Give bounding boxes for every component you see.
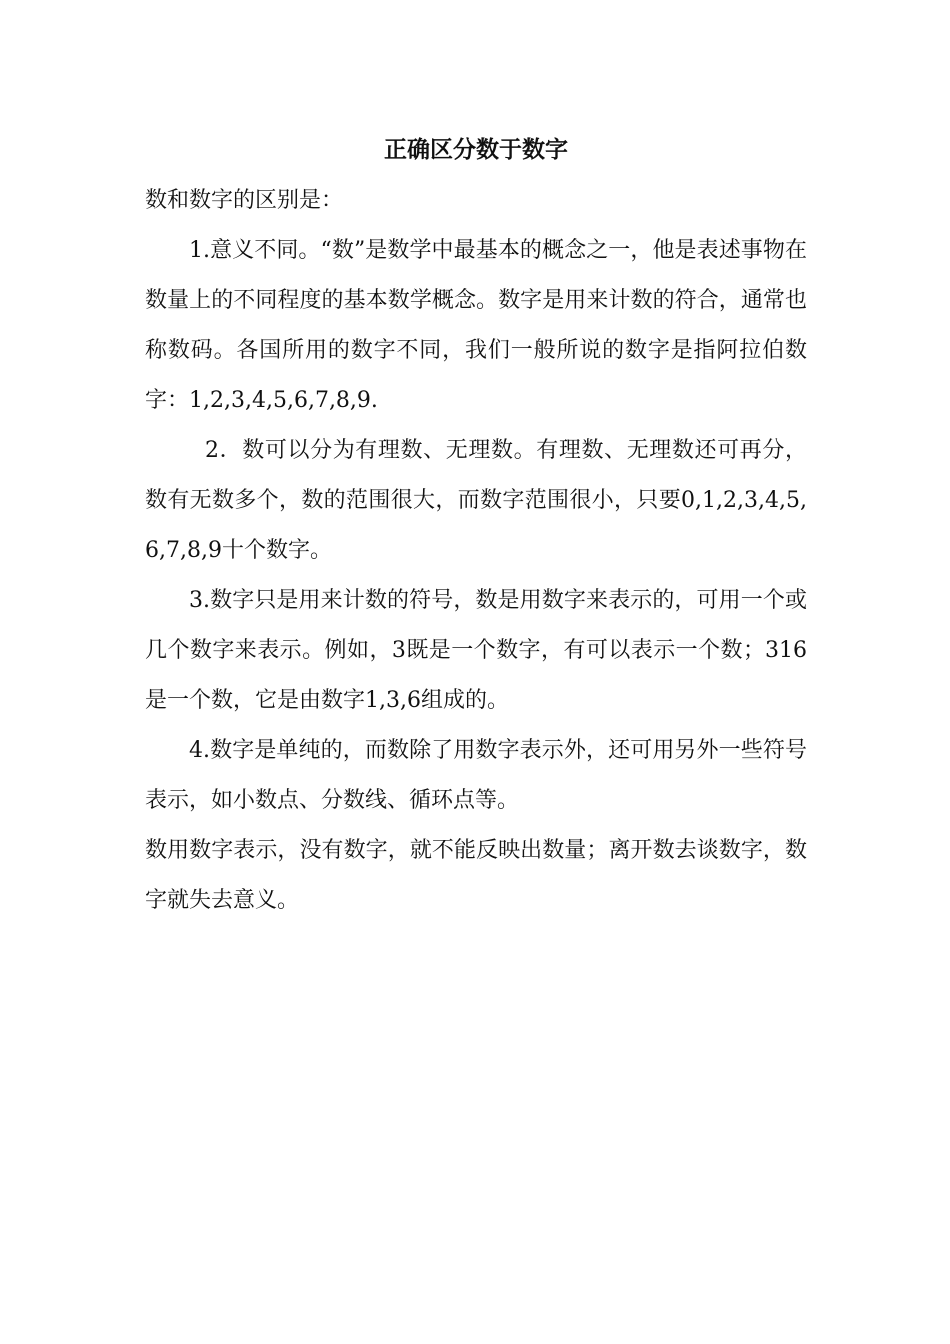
document-body (145, 128, 807, 926)
point-2-paragraph: 2．数可以分为有理数、无理数。有理数、无理数还可再分，数有无数多个，数的范围很大，而数字范围很小，只要0,1,2,3,4,5,6,7,8,9十个数字。 (145, 438, 807, 563)
document-title: 正确区分数于数字 (384, 136, 568, 163)
point-3-paragraph: 3.数字只是用来计数的符号，数是用数字来表示的，可用一个或几个数字来表示。例如，3既是一个数字，有可以表示一个数；316是一个数，它是由数字1,3,6组成的。 (145, 588, 807, 713)
point-1-paragraph: 1.意义不同。“数”是数学中最基本的概念之一，他是表述事物在数量上的不同程度的基本数学概念。数字是用来计数的符合，通常也称数码。各国所用的数字不同，我们一般所说的数字是指阿拉伯数字：1,2,3,4,5,6,7,8,9. (145, 238, 807, 413)
point-4-paragraph: 4.数字是单纯的，而数除了用数字表示外，还可用另外一些符号表示，如小数点、分数线、循环点等。 (145, 738, 807, 813)
conclusion-paragraph: 数用数字表示，没有数字，就不能反映出数量；离开数去谈数字，数字就失去意义。 (145, 838, 807, 913)
intro-paragraph: 数和数字的区别是： (145, 188, 344, 213)
